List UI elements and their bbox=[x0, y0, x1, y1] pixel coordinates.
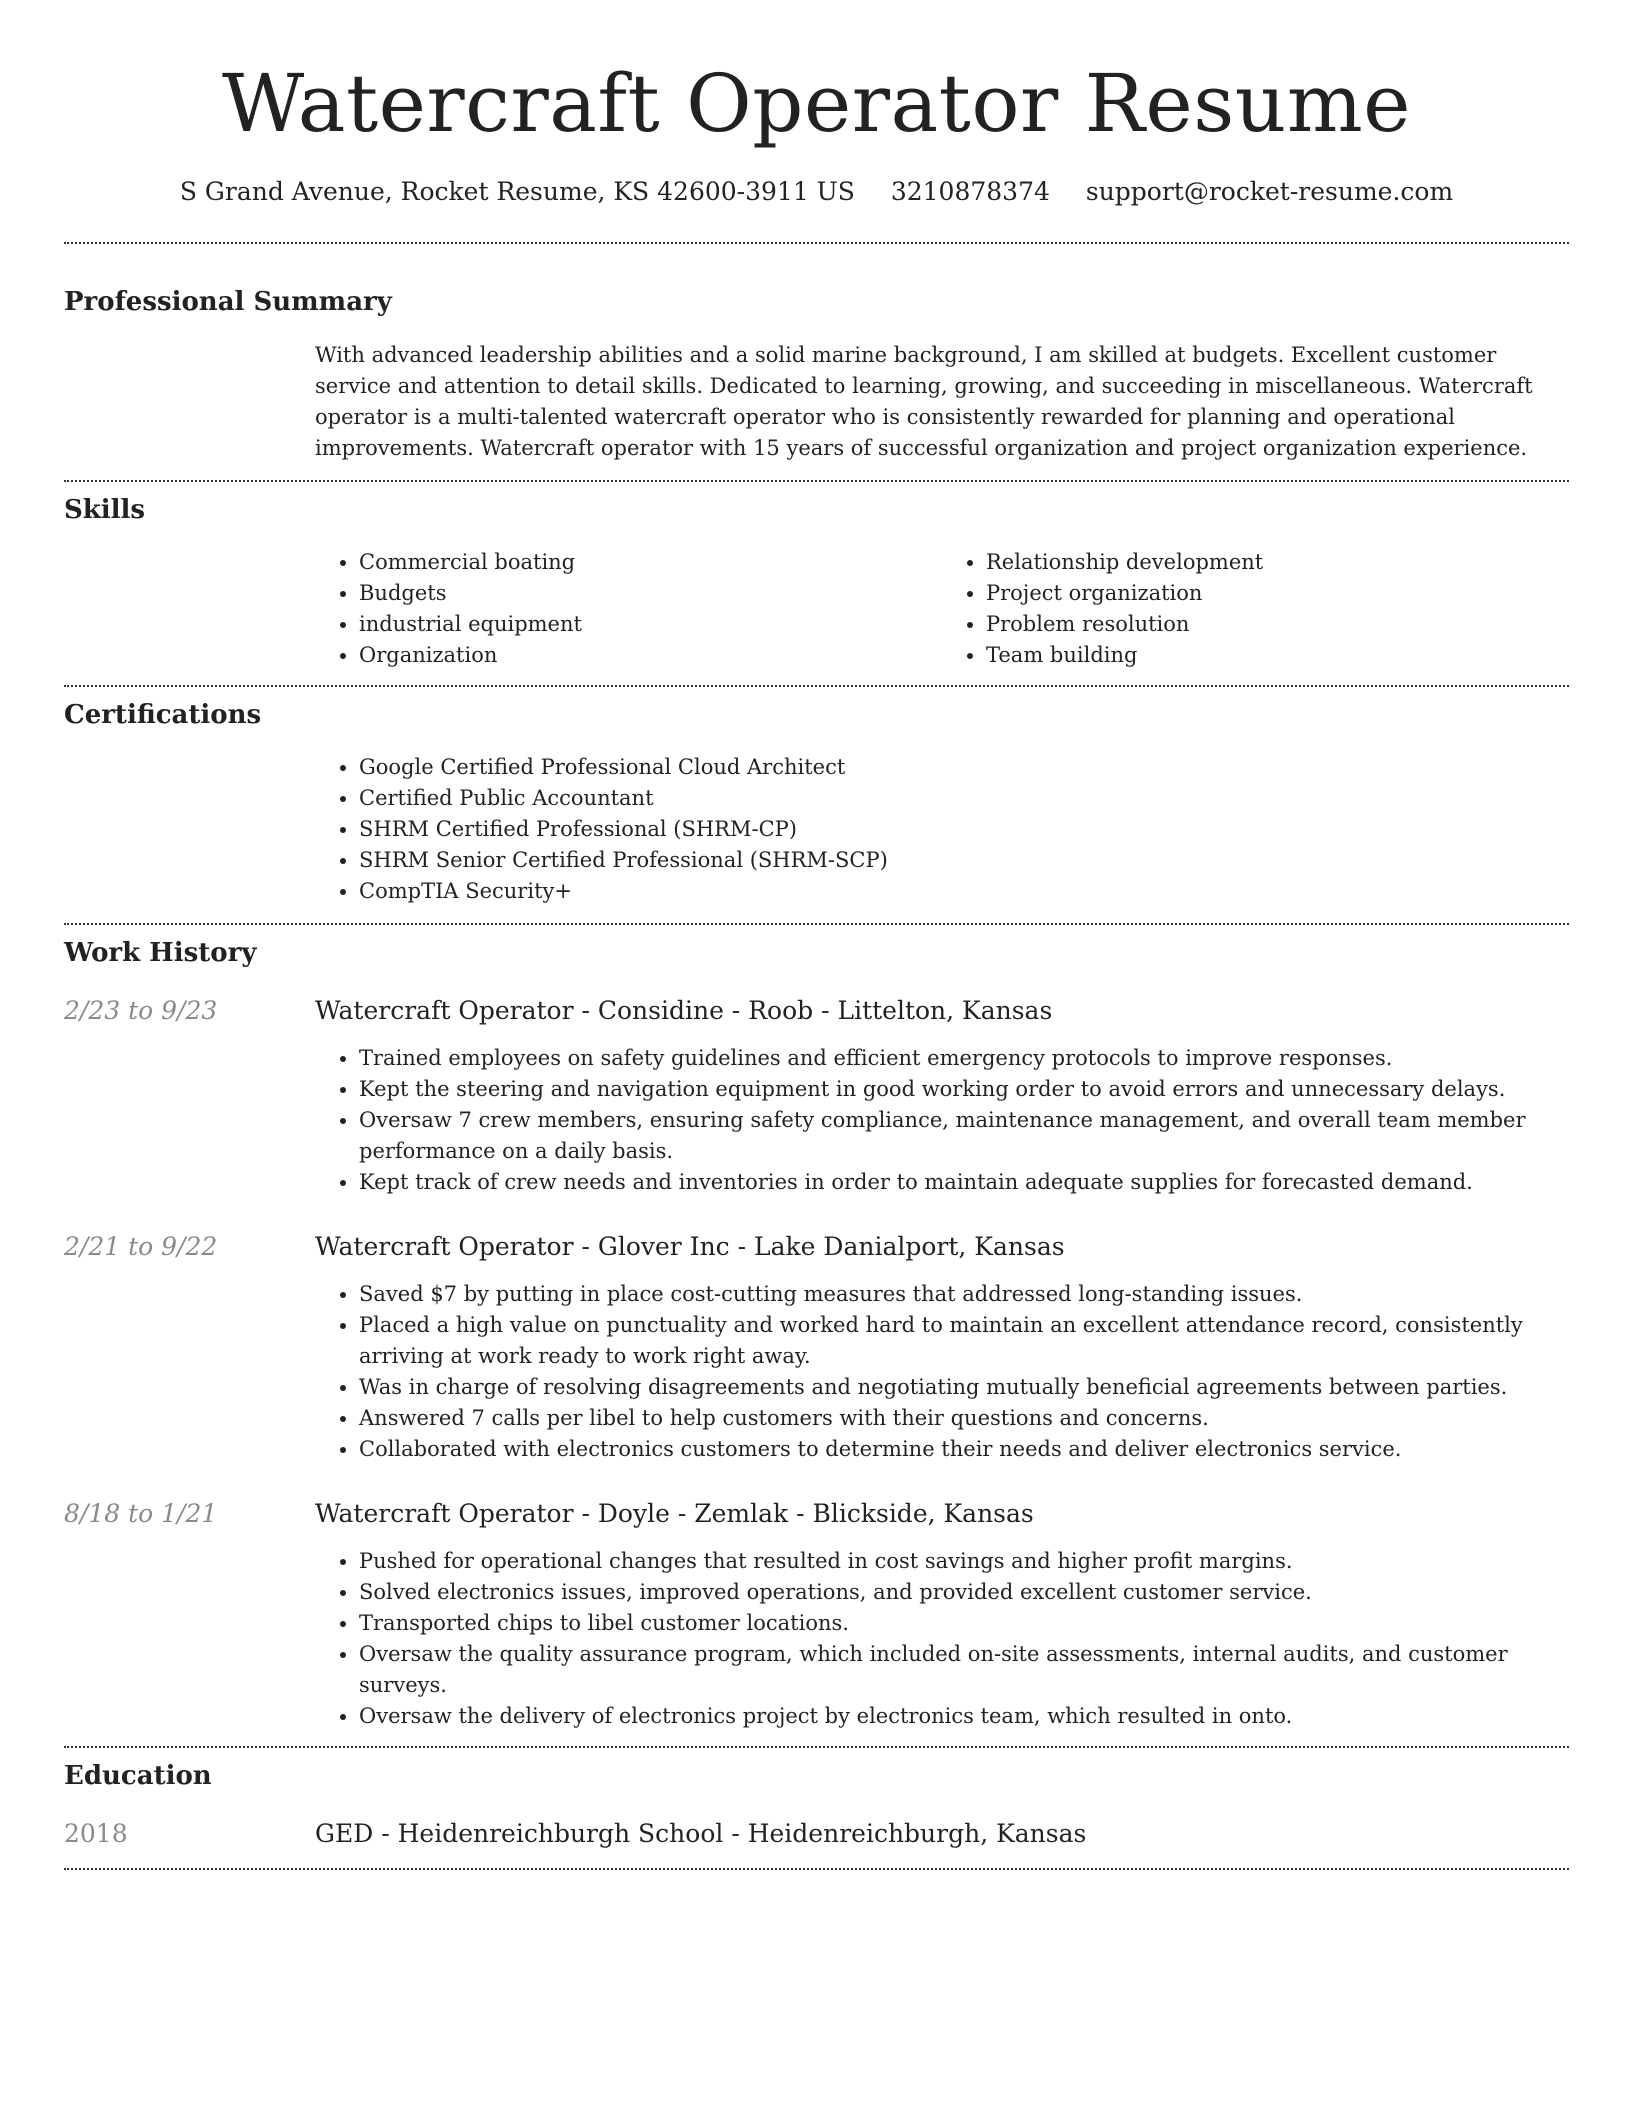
contact-email: support@rocket-resume.com bbox=[1085, 177, 1454, 206]
list-item: • Problem resolution bbox=[986, 609, 1569, 640]
job-title: Watercraft Operator - Considine - Roob - Littelton, Kansas bbox=[315, 996, 1053, 1025]
skills-grid bbox=[315, 547, 1569, 671]
list-item: • Certified Public Accountant bbox=[359, 783, 1569, 814]
contact-line bbox=[64, 176, 1569, 208]
summary-heading: Professional Summary bbox=[64, 287, 392, 317]
job-header bbox=[64, 1498, 1569, 1530]
list-item: • Collaborated with electronics customers to determine their needs and deliver electronics service. bbox=[359, 1434, 1569, 1465]
skills-section bbox=[64, 482, 1569, 671]
job-title: Watercraft Operator - Glover Inc - Lake Danialport, Kansas bbox=[315, 1232, 1065, 1261]
skills-list-right bbox=[942, 547, 1569, 671]
list-item: • Pushed for operational changes that resulted in cost savings and higher profit margins. bbox=[359, 1546, 1569, 1577]
job-header bbox=[64, 995, 1569, 1027]
certifications-heading: Certifications bbox=[64, 700, 262, 730]
list-item: • Trained employees on safety guidelines and efficient emergency protocols to improve responses. bbox=[359, 1043, 1569, 1074]
resume-title: Watercraft Operator Resume bbox=[221, 57, 1412, 150]
certifications-list bbox=[315, 752, 1569, 907]
certifications-section bbox=[64, 687, 1569, 907]
list-item: • industrial equipment bbox=[359, 609, 942, 640]
education-section bbox=[64, 1748, 1569, 1850]
resume-page bbox=[64, 0, 1569, 1870]
work-history-heading: Work History bbox=[64, 938, 257, 968]
list-item: • Organization bbox=[359, 640, 942, 671]
job-entry bbox=[64, 1231, 1569, 1465]
list-item: • Answered 7 calls per libel to help customers with their questions and concerns. bbox=[359, 1403, 1569, 1434]
education-heading: Education bbox=[64, 1761, 212, 1791]
list-item: • Placed a high value on punctuality and worked hard to maintain an excellent attendance record, consistently arriving at work ready to work right away. bbox=[359, 1310, 1569, 1372]
summary-text: With advanced leadership abilities and a solid marine background, I am skilled at budgets. Excellent customer service and attention to detail skills. Dedicated to learning, growing, and succeeding in miscellaneous. Watercraft operator is a multi-talented watercraft operator who is consistently rewarded for planning and operational improvements. Watercraft operator with 15 years of successful organization and project organization experience. bbox=[315, 343, 1533, 460]
job-header bbox=[64, 1231, 1569, 1263]
list-item: • Relationship development bbox=[986, 547, 1569, 578]
list-item: • Was in charge of resolving disagreements and negotiating mutually beneficial agreements between parties. bbox=[359, 1372, 1569, 1403]
job-bullets bbox=[315, 1279, 1569, 1465]
education-entry bbox=[64, 1818, 1569, 1850]
contact-address: S Grand Avenue, Rocket Resume, KS 42600-3911 US bbox=[179, 177, 855, 206]
list-item: • Oversaw 7 crew members, ensuring safety compliance, maintenance management, and overall team member performance on a daily basis. bbox=[359, 1105, 1569, 1167]
list-item: • SHRM Certified Professional (SHRM-CP) bbox=[359, 814, 1569, 845]
skills-heading: Skills bbox=[64, 495, 146, 525]
job-entry bbox=[64, 995, 1569, 1198]
job-entry bbox=[64, 1498, 1569, 1732]
education-year: 2018 bbox=[64, 1819, 128, 1848]
summary-section bbox=[64, 244, 1569, 464]
list-item: • Budgets bbox=[359, 578, 942, 609]
list-item: • Kept the steering and navigation equipment in good working order to avoid errors and unnecessary delays. bbox=[359, 1074, 1569, 1105]
list-item: • CompTIA Security+ bbox=[359, 876, 1569, 907]
work-history-section bbox=[64, 925, 1569, 1732]
education-detail: GED - Heidenreichburgh School - Heidenreichburgh, Kansas bbox=[315, 1819, 1087, 1848]
list-item: • Oversaw the quality assurance program, which included on-site assessments, internal audits, and customer surveys. bbox=[359, 1639, 1569, 1701]
list-item: • Team building bbox=[986, 640, 1569, 671]
job-bullets bbox=[315, 1043, 1569, 1198]
list-item: • SHRM Senior Certified Professional (SHRM-SCP) bbox=[359, 845, 1569, 876]
list-item: • Kept track of crew needs and inventories in order to maintain adequate supplies for forecasted demand. bbox=[359, 1167, 1569, 1198]
list-item: • Google Certified Professional Cloud Architect bbox=[359, 752, 1569, 783]
list-item: • Transported chips to libel customer locations. bbox=[359, 1608, 1569, 1639]
job-bullets bbox=[315, 1546, 1569, 1732]
list-item: • Commercial boating bbox=[359, 547, 942, 578]
job-title: Watercraft Operator - Doyle - Zemlak - Blickside, Kansas bbox=[315, 1499, 1034, 1528]
job-dates: 2/21 to 9/22 bbox=[64, 1232, 218, 1261]
skills-list-left bbox=[315, 547, 942, 671]
list-item: • Project organization bbox=[986, 578, 1569, 609]
list-item: • Saved $7 by putting in place cost-cutting measures that addressed long-standing issues. bbox=[359, 1279, 1569, 1310]
contact-phone: 3210878374 bbox=[890, 177, 1050, 206]
job-dates: 2/23 to 9/23 bbox=[64, 996, 218, 1025]
list-item: • Solved electronics issues, improved operations, and provided excellent customer service. bbox=[359, 1577, 1569, 1608]
list-item: • Oversaw the delivery of electronics project by electronics team, which resulted in onto. bbox=[359, 1701, 1569, 1732]
job-dates: 8/18 to 1/21 bbox=[64, 1499, 218, 1528]
divider bbox=[64, 1868, 1569, 1870]
